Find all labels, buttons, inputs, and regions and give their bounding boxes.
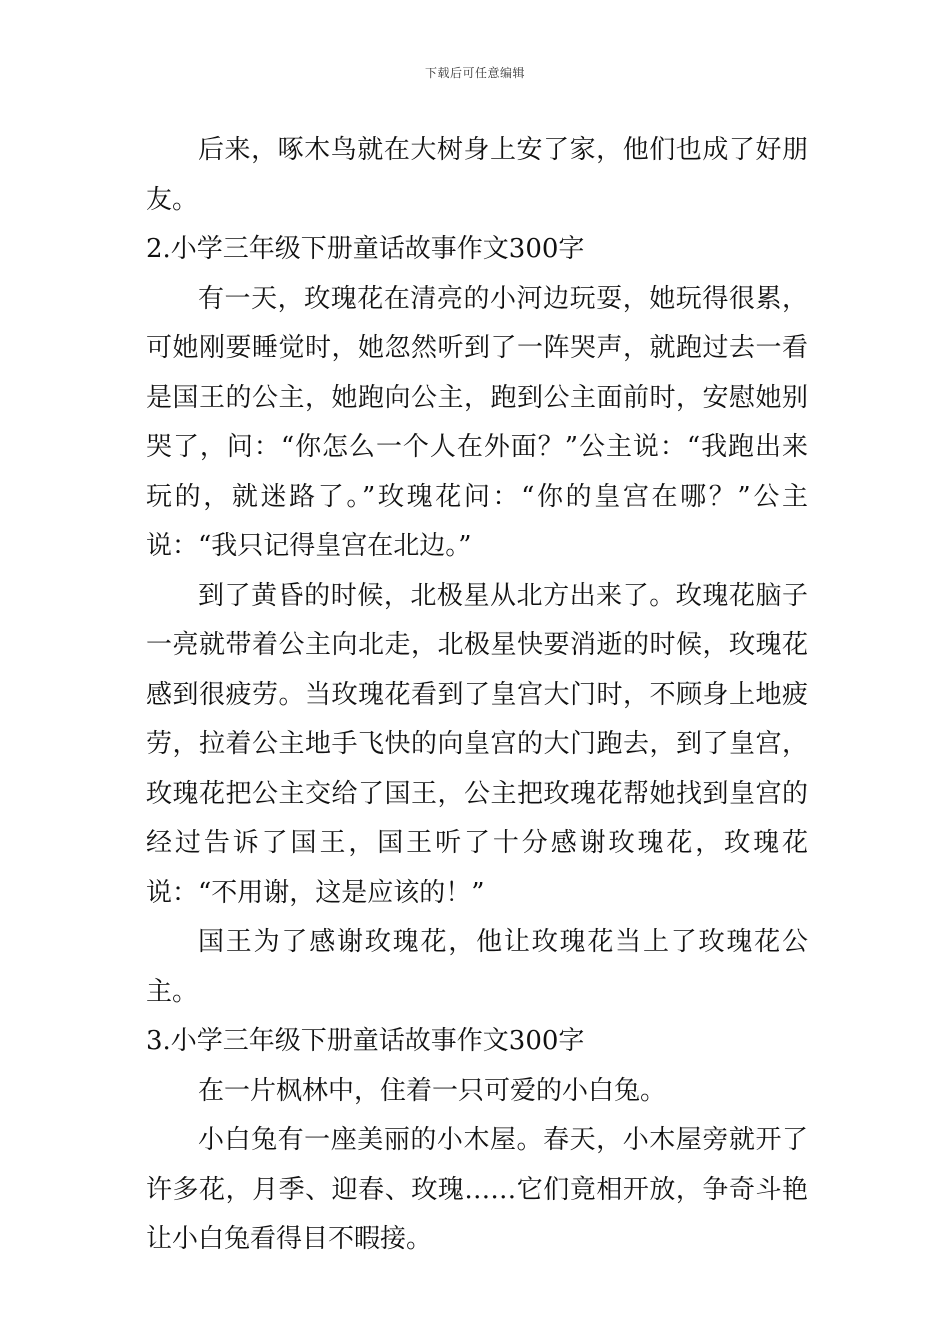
paragraph-rabbit-house: 小白兔有一座美丽的小木屋。春天，小木屋旁就开了许多花，月季、迎春、玫瑰……它们竟相开放，争奇斗艳让小白兔看得目不暇接。 — [146, 1125, 808, 1254]
page-header: 下载后可任意编辑 — [424, 66, 525, 80]
section-heading-2: 2.小学三年级下册童话故事作文300字 — [146, 234, 585, 264]
paragraph-rose-intro: 有一天，玫瑰花在清亮的小河边玩耍，她玩得很累，可她刚要睡觉时，她忽然听到了一阵哭声，就跑过去一看是国王的公主，她跑向公主，跑到公主面前时，安慰她别哭了，问：“你怎么一个人在外面？”公主说：“我跑出来玩的，就迷路了。”玫瑰花问：“你的皇宫在哪？”公主说：“我只记得皇宫在北边。” — [146, 283, 808, 561]
section-heading-3: 3.小学三年级下册童话故事作文300字 — [146, 1026, 585, 1056]
paragraph-rose-ending: 国王为了感谢玫瑰花，他让玫瑰花当上了玫瑰花公主。 — [146, 927, 808, 1007]
document-body — [146, 126, 808, 1265]
paragraph-ending: 后来，啄木鸟就在大树身上安了家，他们也成了好朋友。 — [146, 135, 808, 215]
paragraph-rose-journey: 到了黄昏的时候，北极星从北方出来了。玫瑰花脑子一亮就带着公主向北走，北极星快要消逝的时候，玫瑰花感到很疲劳。当玫瑰花看到了皇宫大门时，不顾身上地疲劳，拉着公主地手飞快的向皇宫的大门跑去，到了皇宫，玫瑰花把公主交给了国王，公主把玫瑰花帮她找到皇宫的经过告诉了国王，国王听了十分感谢玫瑰花，玫瑰花说：“不用谢，这是应该的！” — [146, 580, 808, 908]
paragraph-rabbit-intro: 在一片枫林中，住着一只可爱的小白兔。 — [198, 1075, 667, 1106]
